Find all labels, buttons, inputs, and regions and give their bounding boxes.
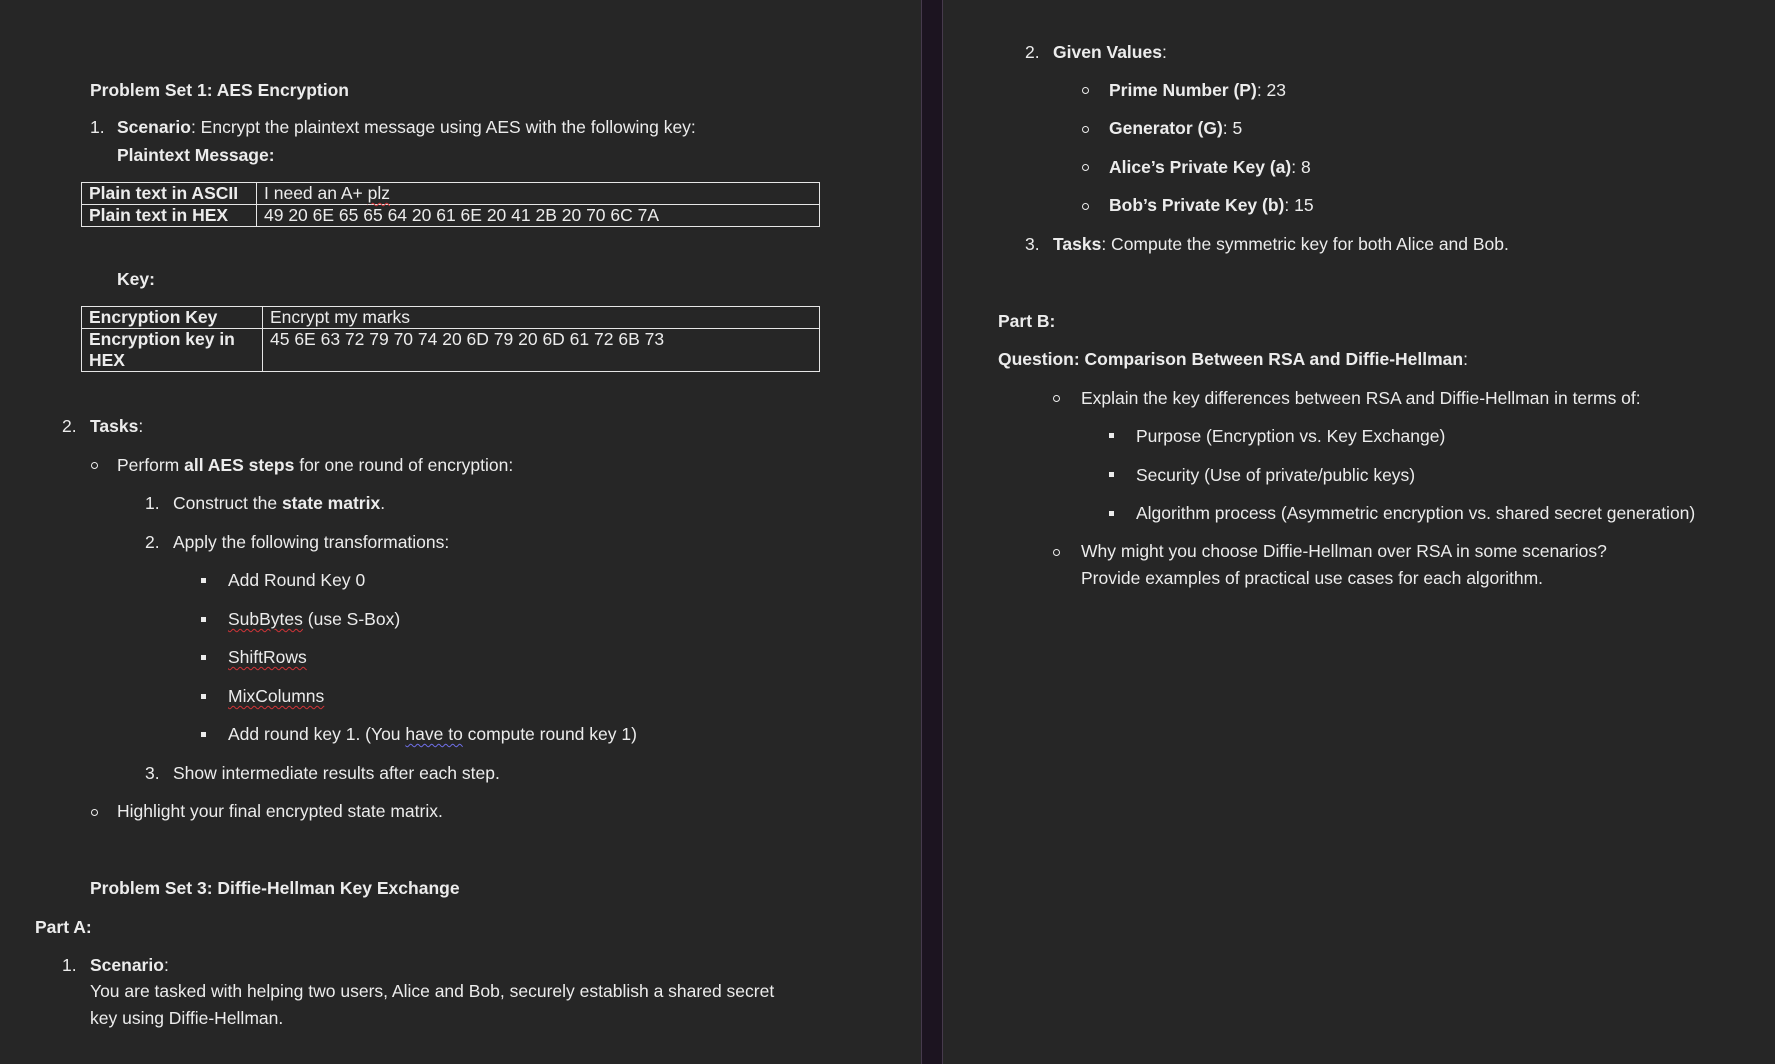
difference-item: Algorithm process (Asymmetric encryption vs. shared secret generation)	[1136, 503, 1696, 523]
list-number: 1.	[62, 955, 77, 975]
list-number: 1.	[145, 493, 160, 513]
key-table	[81, 306, 820, 372]
table-row	[82, 183, 820, 205]
table-row	[82, 329, 820, 372]
circle-bullet-icon	[1082, 126, 1089, 133]
circle-bullet-icon	[1082, 164, 1089, 171]
given-value-item: Bob’s Private Key (b): 15	[1109, 195, 1314, 215]
square-bullet-icon	[1109, 433, 1114, 438]
square-bullet-icon	[201, 578, 206, 583]
why-line-1: Why might you choose Diffie-Hellman over RSA in some scenarios?	[1081, 541, 1607, 561]
problem-set-3-title: Problem Set 3: Diffie-Hellman Key Exchange	[90, 878, 460, 898]
tasks-line: Tasks: Compute the symmetric key for both Alice and Bob.	[1053, 234, 1509, 254]
table-cell-label: Encryption Key	[82, 307, 263, 329]
list-number: 2.	[62, 416, 77, 436]
plaintext-table	[81, 182, 820, 227]
document-page-right[interactable]	[943, 0, 1775, 1064]
list-number: 2.	[1025, 42, 1040, 62]
square-bullet-icon	[1109, 511, 1114, 516]
perform-line: Perform all AES steps for one round of encryption:	[117, 455, 514, 475]
square-bullet-icon	[201, 732, 206, 737]
given-value-item: Generator (G): 5	[1109, 118, 1243, 138]
table-cell-value: I need an A+ plz	[257, 183, 820, 205]
transform-item: Add round key 1. (You have to compute round key 1)	[228, 724, 637, 744]
difference-item: Purpose (Encryption vs. Key Exchange)	[1136, 426, 1446, 446]
circle-bullet-icon	[91, 809, 98, 816]
table-cell-value: 49 20 6E 65 65 64 20 61 6E 20 41 2B 20 70 6C 7A	[257, 205, 820, 227]
table-cell-value: 45 6E 63 72 79 70 74 20 6D 79 20 6D 61 72 6B 73	[263, 329, 820, 372]
step-3: Show intermediate results after each step.	[173, 763, 500, 783]
transform-item: Add Round Key 0	[228, 570, 366, 590]
circle-bullet-icon	[91, 462, 98, 469]
part-b-heading: Part B:	[998, 311, 1056, 331]
list-number: 2.	[145, 532, 160, 552]
circle-bullet-icon	[1082, 203, 1089, 210]
transform-item: ShiftRows	[228, 647, 307, 667]
highlight-line: Highlight your final encrypted state matrix.	[117, 801, 443, 821]
key-label: Key:	[117, 269, 155, 289]
circle-bullet-icon	[1082, 87, 1089, 94]
square-bullet-icon	[201, 694, 206, 699]
plaintext-label: Plaintext Message:	[117, 145, 275, 165]
transform-item: MixColumns	[228, 686, 325, 706]
square-bullet-icon	[201, 617, 206, 622]
difference-item: Security (Use of private/public keys)	[1136, 465, 1416, 485]
given-value-item: Alice’s Private Key (a): 8	[1109, 157, 1311, 177]
table-cell-value: Encrypt my marks	[263, 307, 820, 329]
scenario-line: Scenario: Encrypt the plaintext message using AES with the following key:	[117, 117, 696, 137]
square-bullet-icon	[1109, 472, 1114, 477]
circle-bullet-icon	[1053, 549, 1060, 556]
list-number: 3.	[145, 763, 160, 783]
list-number: 1.	[90, 117, 105, 137]
table-row	[82, 307, 820, 329]
page-gutter	[921, 0, 943, 1064]
given-values-heading: Given Values:	[1053, 42, 1167, 62]
tasks-heading: Tasks:	[90, 416, 144, 436]
table-cell-label: Plain text in ASCII	[82, 183, 257, 205]
table-row	[82, 205, 820, 227]
explain-line: Explain the key differences between RSA and Diffie-Hellman in terms of:	[1081, 388, 1641, 408]
part-a-heading: Part A:	[35, 917, 92, 937]
circle-bullet-icon	[1053, 395, 1060, 402]
table-cell-label: Encryption key in HEX	[82, 329, 263, 372]
step-1: Construct the state matrix.	[173, 493, 386, 513]
table-cell-label: Plain text in HEX	[82, 205, 257, 227]
step-2: Apply the following transformations:	[173, 532, 450, 552]
square-bullet-icon	[201, 655, 206, 660]
scenario-text-line-2: key using Diffie-Hellman.	[90, 1008, 284, 1028]
why-line-2: Provide examples of practical use cases for each algorithm.	[1081, 568, 1544, 588]
question-heading: Question: Comparison Between RSA and Diffie-Hellman:	[998, 349, 1468, 369]
given-value-item: Prime Number (P): 23	[1109, 80, 1287, 100]
scenario-heading: Scenario:	[90, 955, 169, 975]
scenario-text-line-1: You are tasked with helping two users, Alice and Bob, securely establish a shared secret	[90, 981, 775, 1001]
problem-set-1-title: Problem Set 1: AES Encryption	[90, 80, 349, 100]
transform-item: SubBytes (use S-Box)	[228, 609, 401, 629]
list-number: 3.	[1025, 234, 1040, 254]
